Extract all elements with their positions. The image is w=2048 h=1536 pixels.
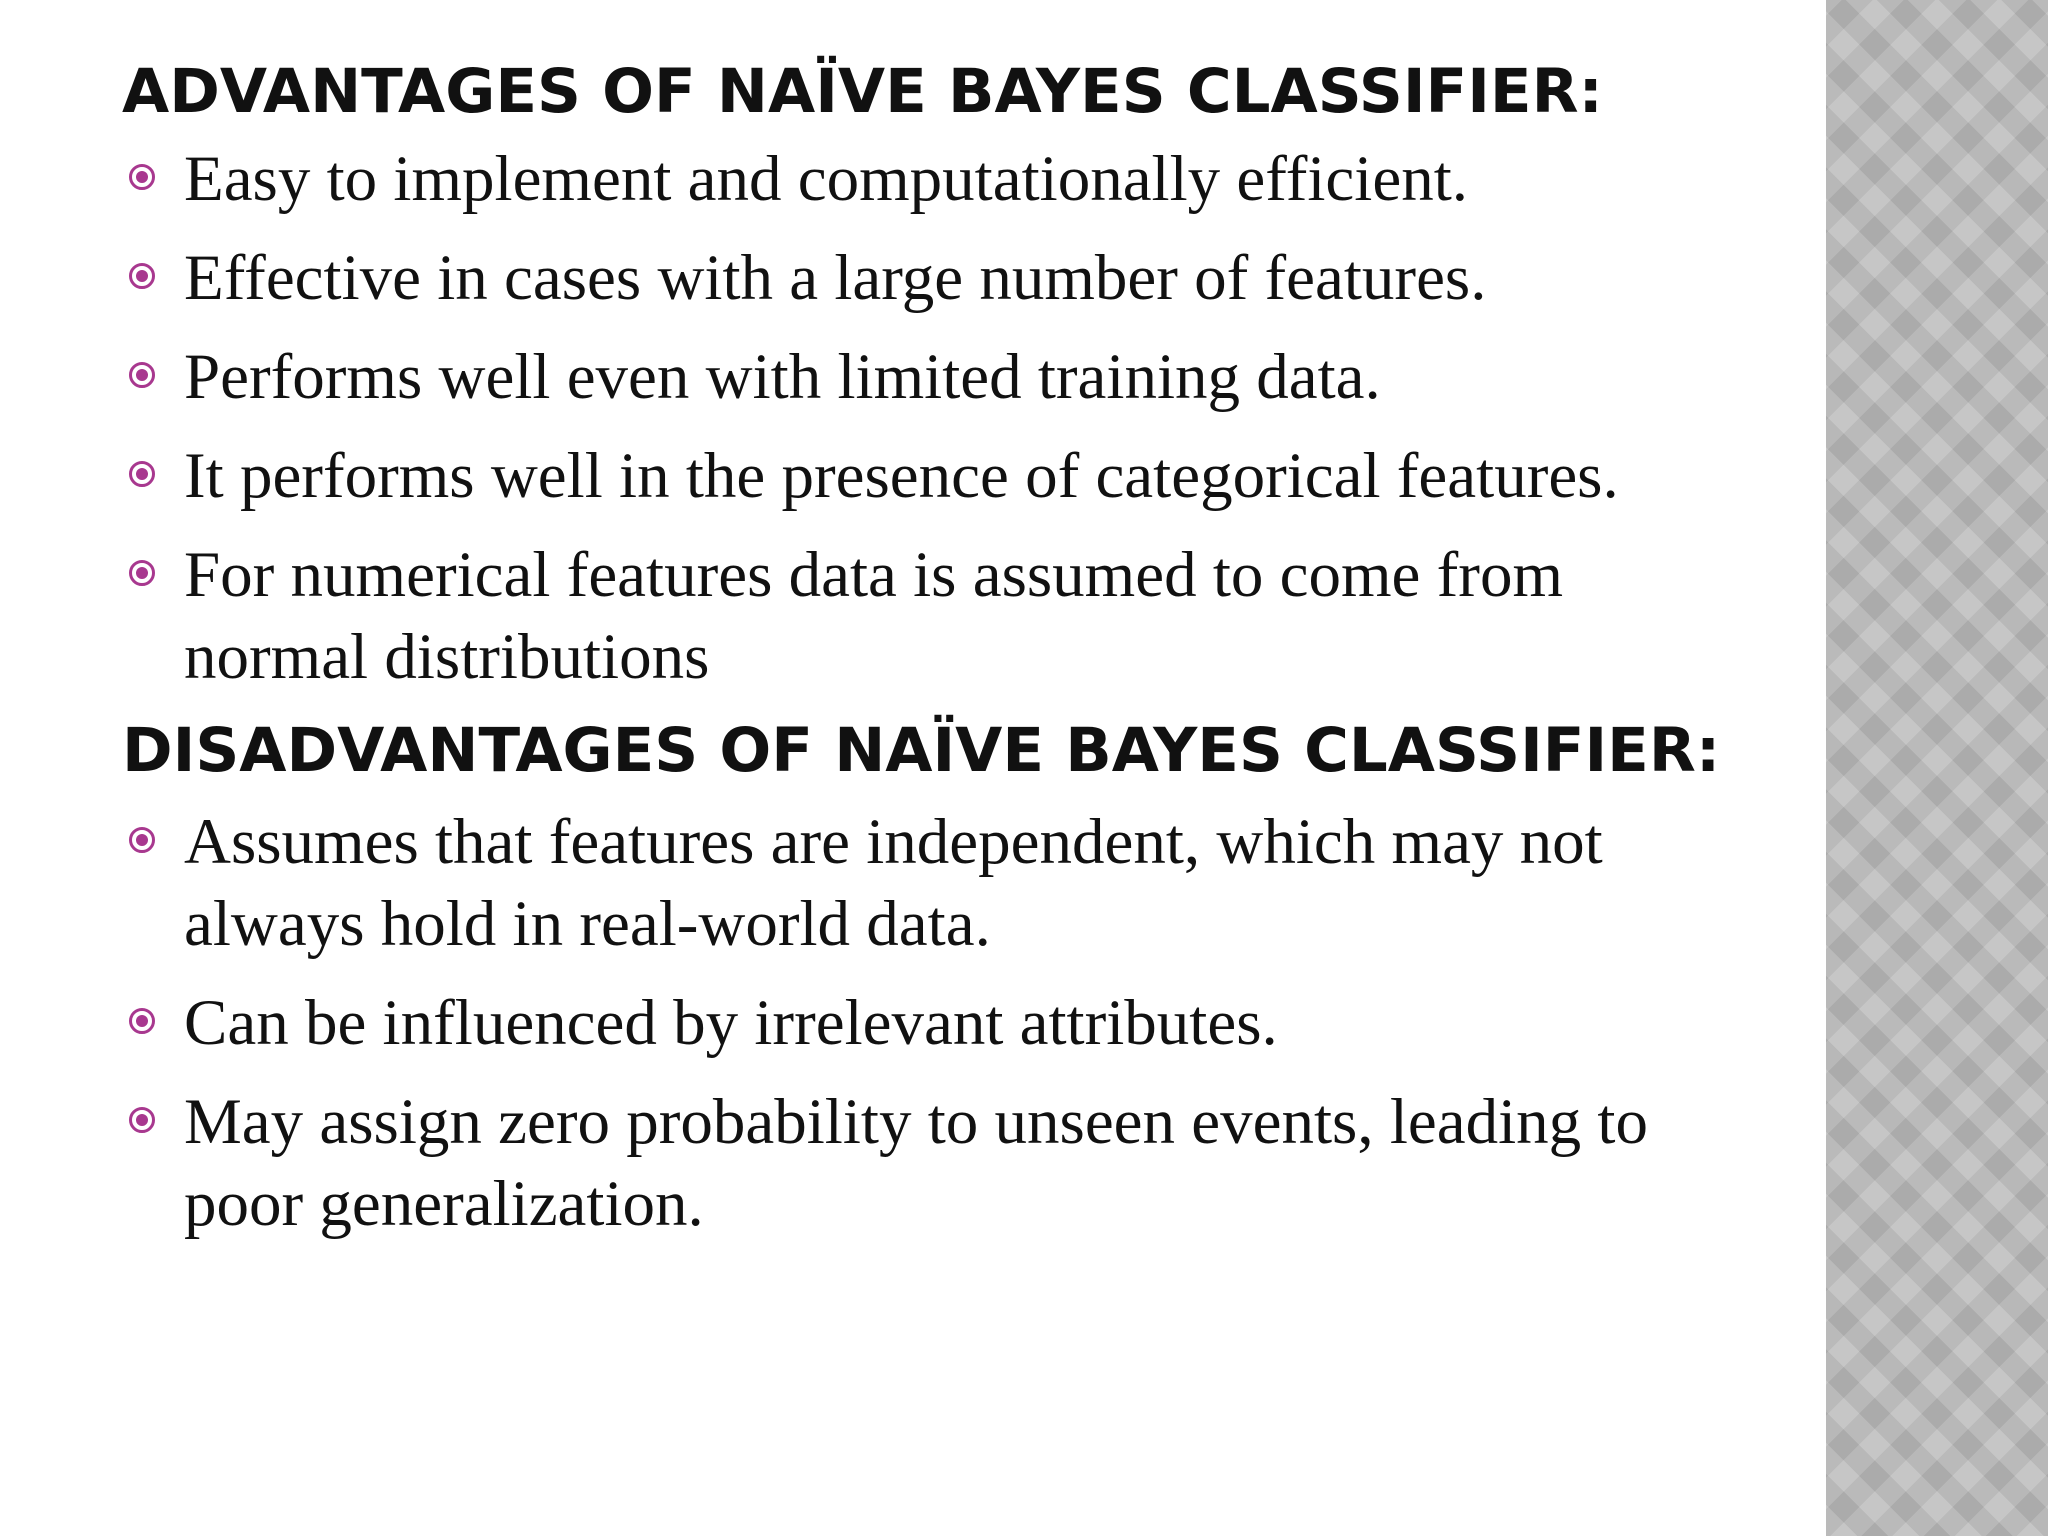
list-item-text: It performs well in the presence of categorical features. [184,440,1619,512]
slide-content [122,56,1762,1262]
decorative-side-panel [1826,0,2048,1536]
list-item [122,1081,1762,1245]
list-item-text: For numerical features data is assumed to come from normal distributions [184,539,1563,693]
list-item [122,534,1762,698]
circle-dot-bullet-icon [128,826,156,854]
circle-dot-bullet-icon [128,1007,156,1035]
circle-dot-bullet-icon [128,163,156,191]
circle-dot-bullet-icon [128,1106,156,1134]
list-item [122,801,1762,965]
list-item-text: Easy to implement and computationally efficient. [184,143,1469,215]
list-item [122,982,1762,1064]
list-item-text: May assign zero probability to unseen events, leading to poor generalization. [184,1086,1648,1240]
list-item [122,237,1762,319]
list-item-text: Assumes that features are independent, which may not always hold in real-world data. [184,806,1603,960]
circle-dot-bullet-icon [128,361,156,389]
disadvantages-list [122,801,1762,1245]
advantages-list [122,138,1762,698]
list-item-text: Effective in cases with a large number of features. [184,242,1487,314]
disadvantages-heading: DISADVANTAGES OF NAÏVE BAYES CLASSIFIER: [122,715,1721,786]
advantages-heading: ADVANTAGES OF NAÏVE BAYES CLASSIFIER: [122,56,1603,127]
list-item [122,336,1762,418]
circle-dot-bullet-icon [128,559,156,587]
list-item [122,435,1762,517]
circle-dot-bullet-icon [128,262,156,290]
list-item-text: Performs well even with limited training data. [184,341,1381,413]
list-item-text: Can be influenced by irrelevant attributes. [184,987,1278,1059]
list-item [122,138,1762,220]
circle-dot-bullet-icon [128,460,156,488]
